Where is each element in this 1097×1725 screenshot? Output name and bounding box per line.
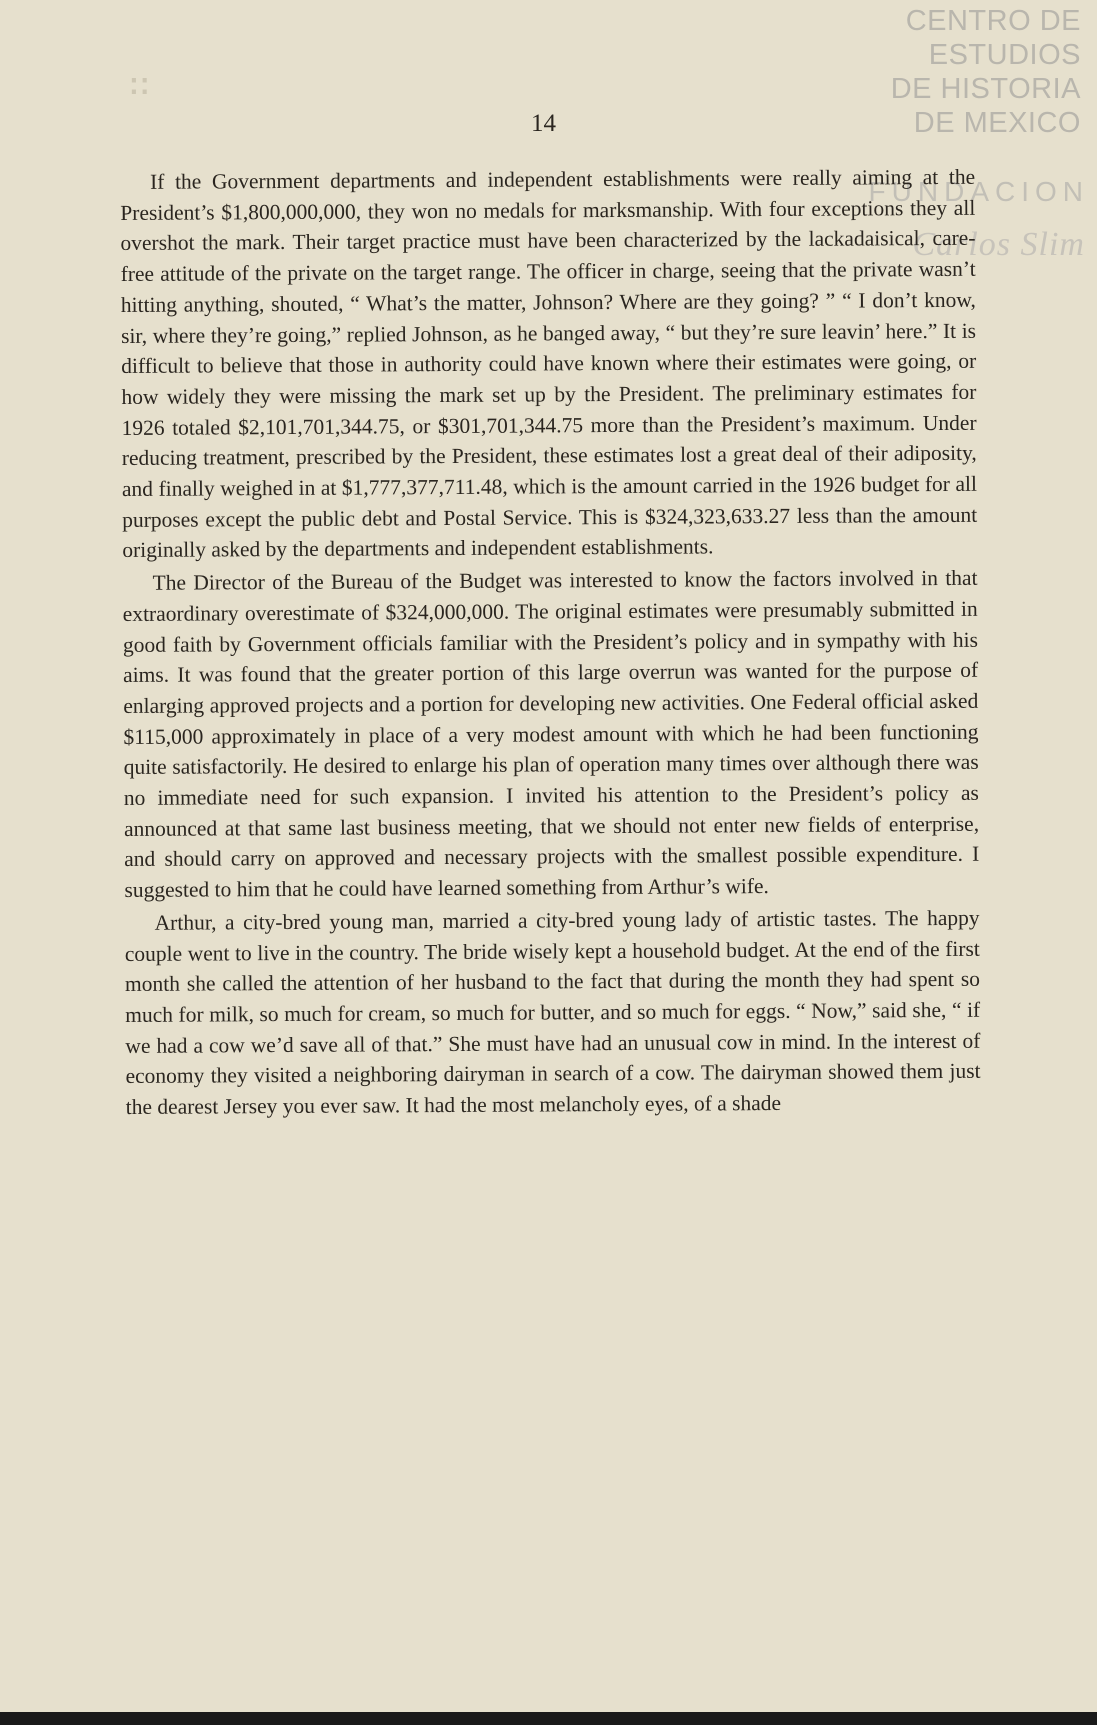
body-text <box>120 162 981 1123</box>
watermark-line: DE HISTORIA <box>890 73 1081 105</box>
watermark-line: ESTUDIOS <box>928 39 1081 71</box>
page-number <box>0 110 1097 138</box>
watermark-signature: Carlos Slim <box>912 226 1085 263</box>
watermark-line: CENTRO DE <box>905 5 1081 37</box>
watermark-fundacion: FUNDACION <box>868 176 1089 207</box>
page-number-text: 14 <box>531 110 556 137</box>
paragraph: Arthur, a city-bred young man, married a city-bred young lady of artistic tastes. The happy couple went to live in the country. The bride wisely kept a household budget. At the end of the first month she called the attention of her husband to the fact that during the month they had spent so much for milk, so much for cream, so much for butter, and so much for eggs. “ Now,” said she, “ if we had a cow we’d save all of that.” She must have had an unusual cow in mind. In the interest of economy they visited a neighboring dairyman in search of a cow. The dairyman showed them just the dearest Jersey you ever saw. It had the most melancholy eyes, of a shade <box>124 905 981 1120</box>
paragraph: The Director of the Bureau of the Budget was interested to know the factors involved in that extraordinary overestimate of $324,000,000. The original estimates were presumably submitted in good faith by Government officials familiar with the President’s policy and in sympathy with his aims. It was found that the greater portion of this large overrun was wanted for the purpose of enlarging approved projects and a portion for developing new activities. One Federal official asked $115,000 approximately in place of a very modest amount with which he had been functioning quite satisfactorily. He desired to enlarge his plan of operation many times over although there was no immediate need for such expansion. I invited his attention to the President’s policy as announced at that same last business meeting, that we should not enter new fields of enterprise, and should carry on approved and necessary projects with the smallest possible expenditure. I suggested to him that he could have learned something from Arthur’s wife. <box>122 565 980 903</box>
paragraph: If the Government departments and independent establishments were really aiming at the President’s $1,800,000,000, they won no medals for marksmanship. With four exceptions they all overshot the mark. Their target practice must have been characterized by the lackadaisical, care-free attitude of the private on the target range. The officer in charge, seeing that the private wasn’t hitting anything, shouted, “ What’s the matter, Johnson? Where are they going? ” “ I don’t know, sir, where they’re going,” replied Johnson, as he banged away, “ but they’re sure leavin’ here.” It is difficult to believe that those in authority could have known where their estimates were going, or how widely they were missing the mark set up by the President. The preliminary estimates for 1926 totaled $2,101,701,344.75, or $301,701,344.75 more than the President’s maximum. Under reducing treatment, prescribed by the President, these estimates lost a great deal of their adiposity, and finally weighed in at $1,777,377,711.48, which is the amount carried in the 1926 budget for all purposes except the public debt and Postal Service. This is $324,323,633.27 less than the amount originally asked by the departments and independent establishments. <box>120 164 978 563</box>
watermark-line: DE MEXICO <box>913 107 1081 139</box>
scan-border <box>0 1712 1097 1725</box>
faded-stamp-mark: ∶∶ <box>130 71 152 104</box>
